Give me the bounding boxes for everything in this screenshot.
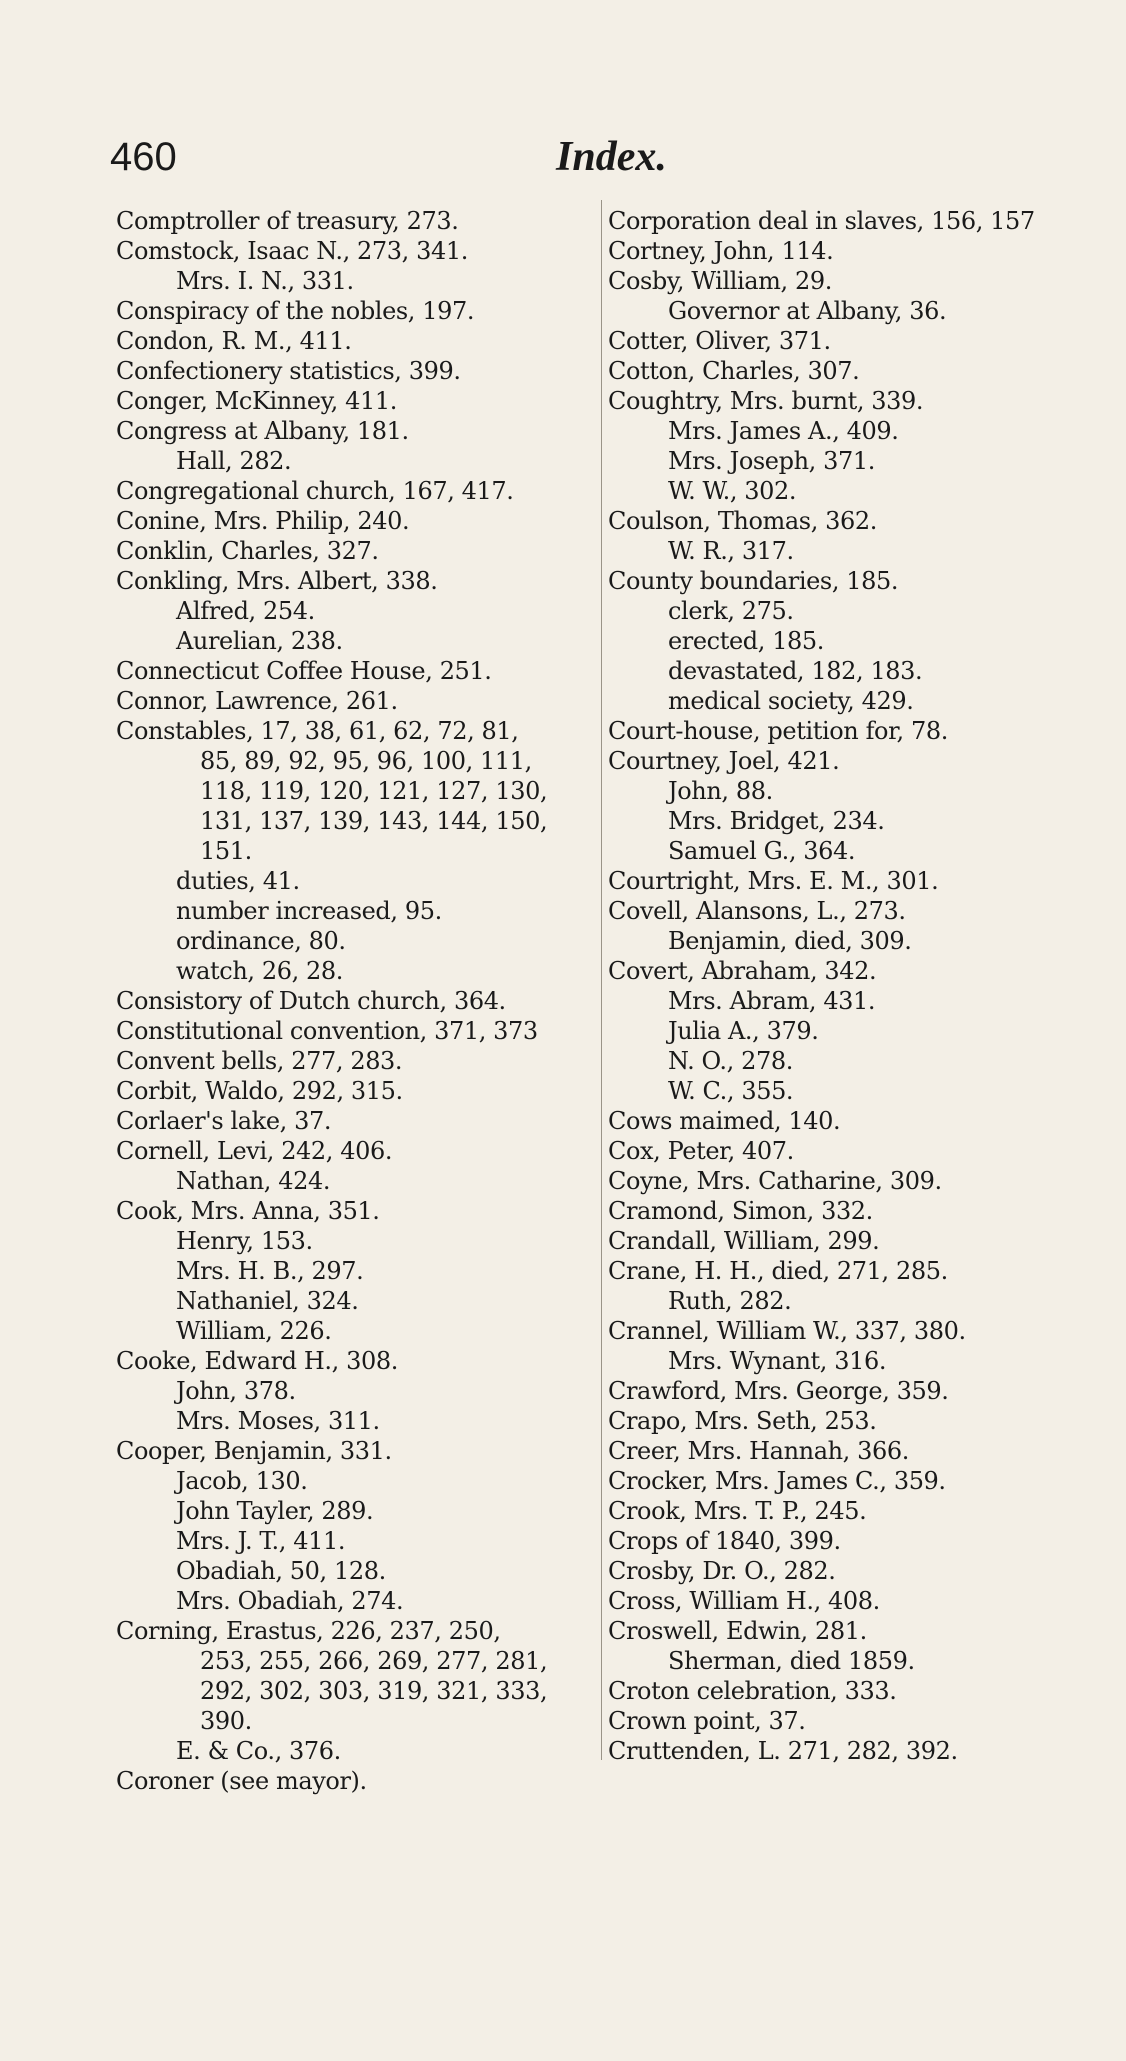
index-entry: 131, 137, 139, 143, 144, 150, [200, 807, 548, 835]
index-entry: Condon, R. M., 411. [116, 327, 352, 355]
index-entry: Aurelian, 238. [176, 627, 343, 655]
index-entry: Croton celebration, 333. [608, 1677, 897, 1705]
index-entry: Conger, McKinney, 411. [116, 387, 397, 415]
index-entry: Cortney, John, 114. [608, 237, 834, 265]
index-entry: Connecticut Coffee House, 251. [116, 657, 492, 685]
index-entry: Corbit, Waldo, 292, 315. [116, 1077, 403, 1105]
index-entry: Cornell, Levi, 242, 406. [116, 1137, 393, 1165]
index-entry: Crook, Mrs. T. P., 245. [608, 1497, 867, 1525]
index-entry: Mrs. H. B., 297. [176, 1257, 364, 1285]
index-entry: Cotton, Charles, 307. [608, 357, 860, 385]
index-entry: Cows maimed, 140. [608, 1107, 841, 1135]
index-entry: devastated, 182, 183. [668, 657, 923, 685]
index-entry: Cox, Peter, 407. [608, 1137, 794, 1165]
index-entry: N. O., 278. [668, 1047, 793, 1075]
index-entry: Congress at Albany, 181. [116, 417, 409, 445]
index-entry: W. C., 355. [668, 1077, 794, 1105]
index-entry: Conspiracy of the nobles, 197. [116, 297, 475, 325]
index-entry: 390. [200, 1707, 252, 1735]
index-entry: Consistory of Dutch church, 364. [116, 987, 506, 1015]
index-entry: Crown point, 37. [608, 1707, 806, 1735]
index-entry: Mrs. Bridget, 234. [668, 807, 885, 835]
index-entry: Cook, Mrs. Anna, 351. [116, 1197, 380, 1225]
index-entry: Mrs. Obadiah, 274. [176, 1587, 404, 1615]
index-entry: Crannel, William W., 337, 380. [608, 1317, 966, 1345]
index-entry: Coroner (see mayor). [116, 1767, 367, 1795]
index-entry: W. R., 317. [668, 537, 794, 565]
index-entry: Obadiah, 50, 128. [176, 1557, 386, 1585]
index-entry: Benjamin, died, 309. [668, 927, 912, 955]
index-entry: Courtright, Mrs. E. M., 301. [608, 867, 939, 895]
index-entry: Croswell, Edwin, 281. [608, 1617, 867, 1645]
index-column-left [116, 206, 600, 1796]
index-entry: Jacob, 130. [176, 1467, 308, 1495]
index-entry: Coyne, Mrs. Catharine, 309. [608, 1167, 942, 1195]
index-entry: Congregational church, 167, 417. [116, 477, 514, 505]
index-entry: Mrs. Moses, 311. [176, 1407, 380, 1435]
column-divider [601, 200, 602, 1760]
index-entry: E. & Co., 376. [176, 1737, 341, 1765]
index-entry: Crandall, William, 299. [608, 1227, 880, 1255]
index-entry: 118, 119, 120, 121, 127, 130, [200, 777, 548, 805]
index-entry: Creer, Mrs. Hannah, 366. [608, 1437, 909, 1465]
index-entry: Cosby, William, 29. [608, 267, 832, 295]
index-entry: Henry, 153. [176, 1227, 313, 1255]
index-entry: Mrs. Abram, 431. [668, 987, 876, 1015]
index-entry: Corlaer's lake, 37. [116, 1107, 332, 1135]
index-entry: Mrs. Joseph, 371. [668, 447, 875, 475]
index-entry: Coulson, Thomas, 362. [608, 507, 878, 535]
index-entry: Nathan, 424. [176, 1167, 331, 1195]
index-entry: Crocker, Mrs. James C., 359. [608, 1467, 946, 1495]
index-entry: 253, 255, 266, 269, 277, 281, [200, 1647, 548, 1675]
index-entry: Convent bells, 277, 283. [116, 1047, 403, 1075]
index-entry: Nathaniel, 324. [176, 1287, 359, 1315]
index-entry: Conine, Mrs. Philip, 240. [116, 507, 410, 535]
index-entry: Cramond, Simon, 332. [608, 1197, 873, 1225]
index-entry: medical society, 429. [668, 687, 914, 715]
index-entry: John, 378. [176, 1377, 296, 1405]
index-entry: Mrs. I. N., 331. [176, 267, 354, 295]
index-entry: Cotter, Oliver, 371. [608, 327, 831, 355]
index-entry: Governor at Albany, 36. [668, 297, 947, 325]
index-entry: Courtney, Joel, 421. [608, 747, 840, 775]
index-entry: John, 88. [668, 777, 773, 805]
index-entry: Crawford, Mrs. George, 359. [608, 1377, 949, 1405]
index-entry: Corning, Erastus, 226, 237, 250, [116, 1617, 501, 1645]
index-entry: Coughtry, Mrs. burnt, 339. [608, 387, 924, 415]
page-number: 460 [110, 135, 177, 179]
index-entry: Mrs. Wynant, 316. [668, 1347, 887, 1375]
index-entry: Crapo, Mrs. Seth, 253. [608, 1407, 877, 1435]
index-column-right [608, 206, 1100, 1766]
index-entry: Court-house, petition for, 78. [608, 717, 948, 745]
index-entry: Crops of 1840, 399. [608, 1527, 841, 1555]
index-entry: erected, 185. [668, 627, 825, 655]
index-entry: number increased, 95. [176, 897, 442, 925]
index-entry: John Tayler, 289. [176, 1497, 374, 1525]
index-entry: Cooke, Edward H., 308. [116, 1347, 398, 1375]
index-entry: Ruth, 282. [668, 1287, 792, 1315]
index-entry: Comstock, Isaac N., 273, 341. [116, 237, 468, 265]
index-entry: Sherman, died 1859. [668, 1647, 915, 1675]
index-entry: clerk, 275. [668, 597, 794, 625]
index-entry: Cooper, Benjamin, 331. [116, 1437, 392, 1465]
index-entry: Cruttenden, L. 271, 282, 392. [608, 1737, 958, 1765]
index-entry: Connor, Lawrence, 261. [116, 687, 398, 715]
index-entry: Comptroller of treasury, 273. [116, 207, 459, 235]
index-entry: Mrs. James A., 409. [668, 417, 899, 445]
index-entry: Covert, Abraham, 342. [608, 957, 877, 985]
index-entry: Cross, William H., 408. [608, 1587, 880, 1615]
index-entry: W. W., 302. [668, 477, 797, 505]
index-entry: Covell, Alansons, L., 273. [608, 897, 906, 925]
index-entry: Confectionery statistics, 399. [116, 357, 461, 385]
index-entry: William, 226. [176, 1317, 332, 1345]
index-entry: Constitutional convention, 371, 373 [116, 1017, 538, 1045]
index-entry: ordinance, 80. [176, 927, 346, 955]
index-entry: Julia A., 379. [668, 1017, 819, 1045]
index-entry: Samuel G., 364. [668, 837, 856, 865]
index-entry: Alfred, 254. [176, 597, 315, 625]
index-entry: Corporation deal in slaves, 156, 157 [608, 207, 1035, 235]
index-entry: Crane, H. H., died, 271, 285. [608, 1257, 948, 1285]
index-entry: Hall, 282. [176, 447, 292, 475]
index-entry: Constables, 17, 38, 61, 62, 72, 81, [116, 717, 519, 745]
index-entry: Conkling, Mrs. Albert, 338. [116, 567, 438, 595]
index-entry: 292, 302, 303, 319, 321, 333, [200, 1677, 548, 1705]
index-entry: 151. [200, 837, 252, 865]
index-entry: County boundaries, 185. [608, 567, 899, 595]
index-entry: duties, 41. [176, 867, 300, 895]
index-entry: Mrs. J. T., 411. [176, 1527, 346, 1555]
index-entry: Crosby, Dr. O., 282. [608, 1557, 836, 1585]
index-entry: Conklin, Charles, 327. [116, 537, 379, 565]
index-entry: watch, 26, 28. [176, 957, 344, 985]
index-entry: 85, 89, 92, 95, 96, 100, 111, [200, 747, 532, 775]
page-title: Index. [556, 134, 667, 180]
